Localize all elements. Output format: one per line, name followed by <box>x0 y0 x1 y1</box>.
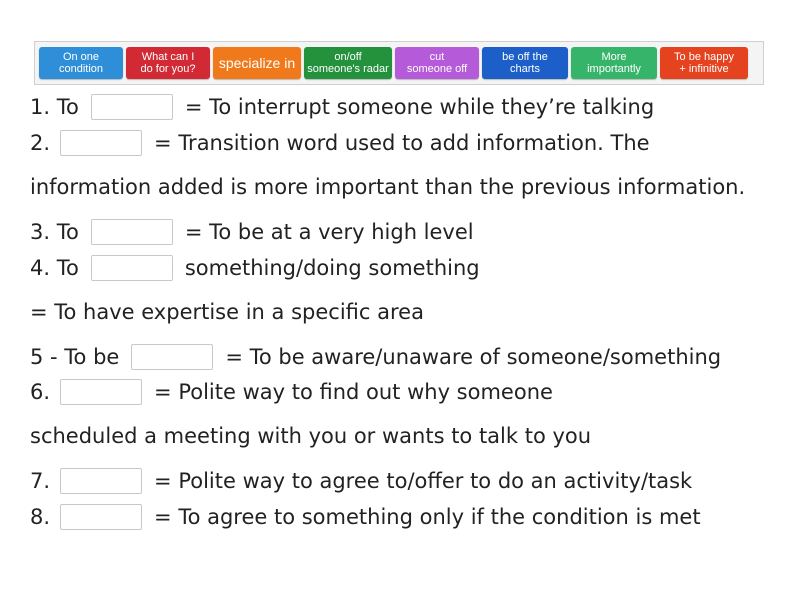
question-8-definition: = To agree to something only if the condition is met <box>154 505 701 529</box>
question-5-prefix: 5 - To be <box>30 345 120 369</box>
word-tile-what-can-i-do[interactable]: What can I do for you? <box>126 47 210 79</box>
question-6-definition: = Polite way to find out why someone <box>154 380 553 404</box>
question-8 <box>30 502 701 532</box>
question-3-prefix: 3. To <box>30 220 79 244</box>
question-6 <box>30 377 553 407</box>
question-1 <box>30 92 654 122</box>
question-1-prefix: 1. To <box>30 95 79 119</box>
question-5 <box>30 342 721 372</box>
question-7-prefix: 7. <box>30 469 51 493</box>
question-6-prefix: 6. <box>30 380 51 404</box>
word-tile-on-one-condition[interactable]: On one condition <box>39 47 123 79</box>
question-3 <box>30 217 474 247</box>
answer-blank-5[interactable] <box>131 344 213 370</box>
answer-blank-8[interactable] <box>60 504 142 530</box>
word-tile-radar[interactable]: on/off someone's radar <box>304 47 392 79</box>
question-2-continuation: information added is more important than the previous information. <box>30 175 746 199</box>
question-4-prefix: 4. To <box>30 256 79 280</box>
word-tile-to-be-happy[interactable]: To be happy + infinitive <box>660 47 748 79</box>
question-5-definition: = To be aware/unaware of someone/something <box>225 345 722 369</box>
word-tile-off-the-charts[interactable]: be off the charts <box>482 47 568 79</box>
question-7 <box>30 466 692 496</box>
question-3-definition: = To be at a very high level <box>184 220 474 244</box>
question-4-definition: something/doing something <box>184 256 480 280</box>
question-2 <box>30 128 650 158</box>
answer-blank-3[interactable] <box>91 219 173 245</box>
question-2-definition: = Transition word used to add information. The <box>154 131 650 155</box>
question-6-continuation: scheduled a meeting with you or wants to talk to you <box>30 424 592 448</box>
answer-blank-4[interactable] <box>91 255 173 281</box>
answer-blank-1[interactable] <box>91 94 173 120</box>
answer-blank-6[interactable] <box>60 379 142 405</box>
question-8-prefix: 8. <box>30 505 51 529</box>
question-2-prefix: 2. <box>30 131 51 155</box>
question-7-definition: = Polite way to agree to/offer to do an activity/task <box>154 469 693 493</box>
word-bank <box>34 41 764 85</box>
answer-blank-7[interactable] <box>60 468 142 494</box>
word-tile-cut-someone-off[interactable]: cut someone off <box>395 47 479 79</box>
word-tile-specialize-in[interactable]: specialize in <box>213 47 301 79</box>
question-4-continuation: = To have expertise in a specific area <box>30 300 424 324</box>
word-tile-more-importantly[interactable]: More importantly <box>571 47 657 79</box>
answer-blank-2[interactable] <box>60 130 142 156</box>
question-4 <box>30 253 480 283</box>
question-1-definition: = To interrupt someone while they’re talking <box>184 95 655 119</box>
